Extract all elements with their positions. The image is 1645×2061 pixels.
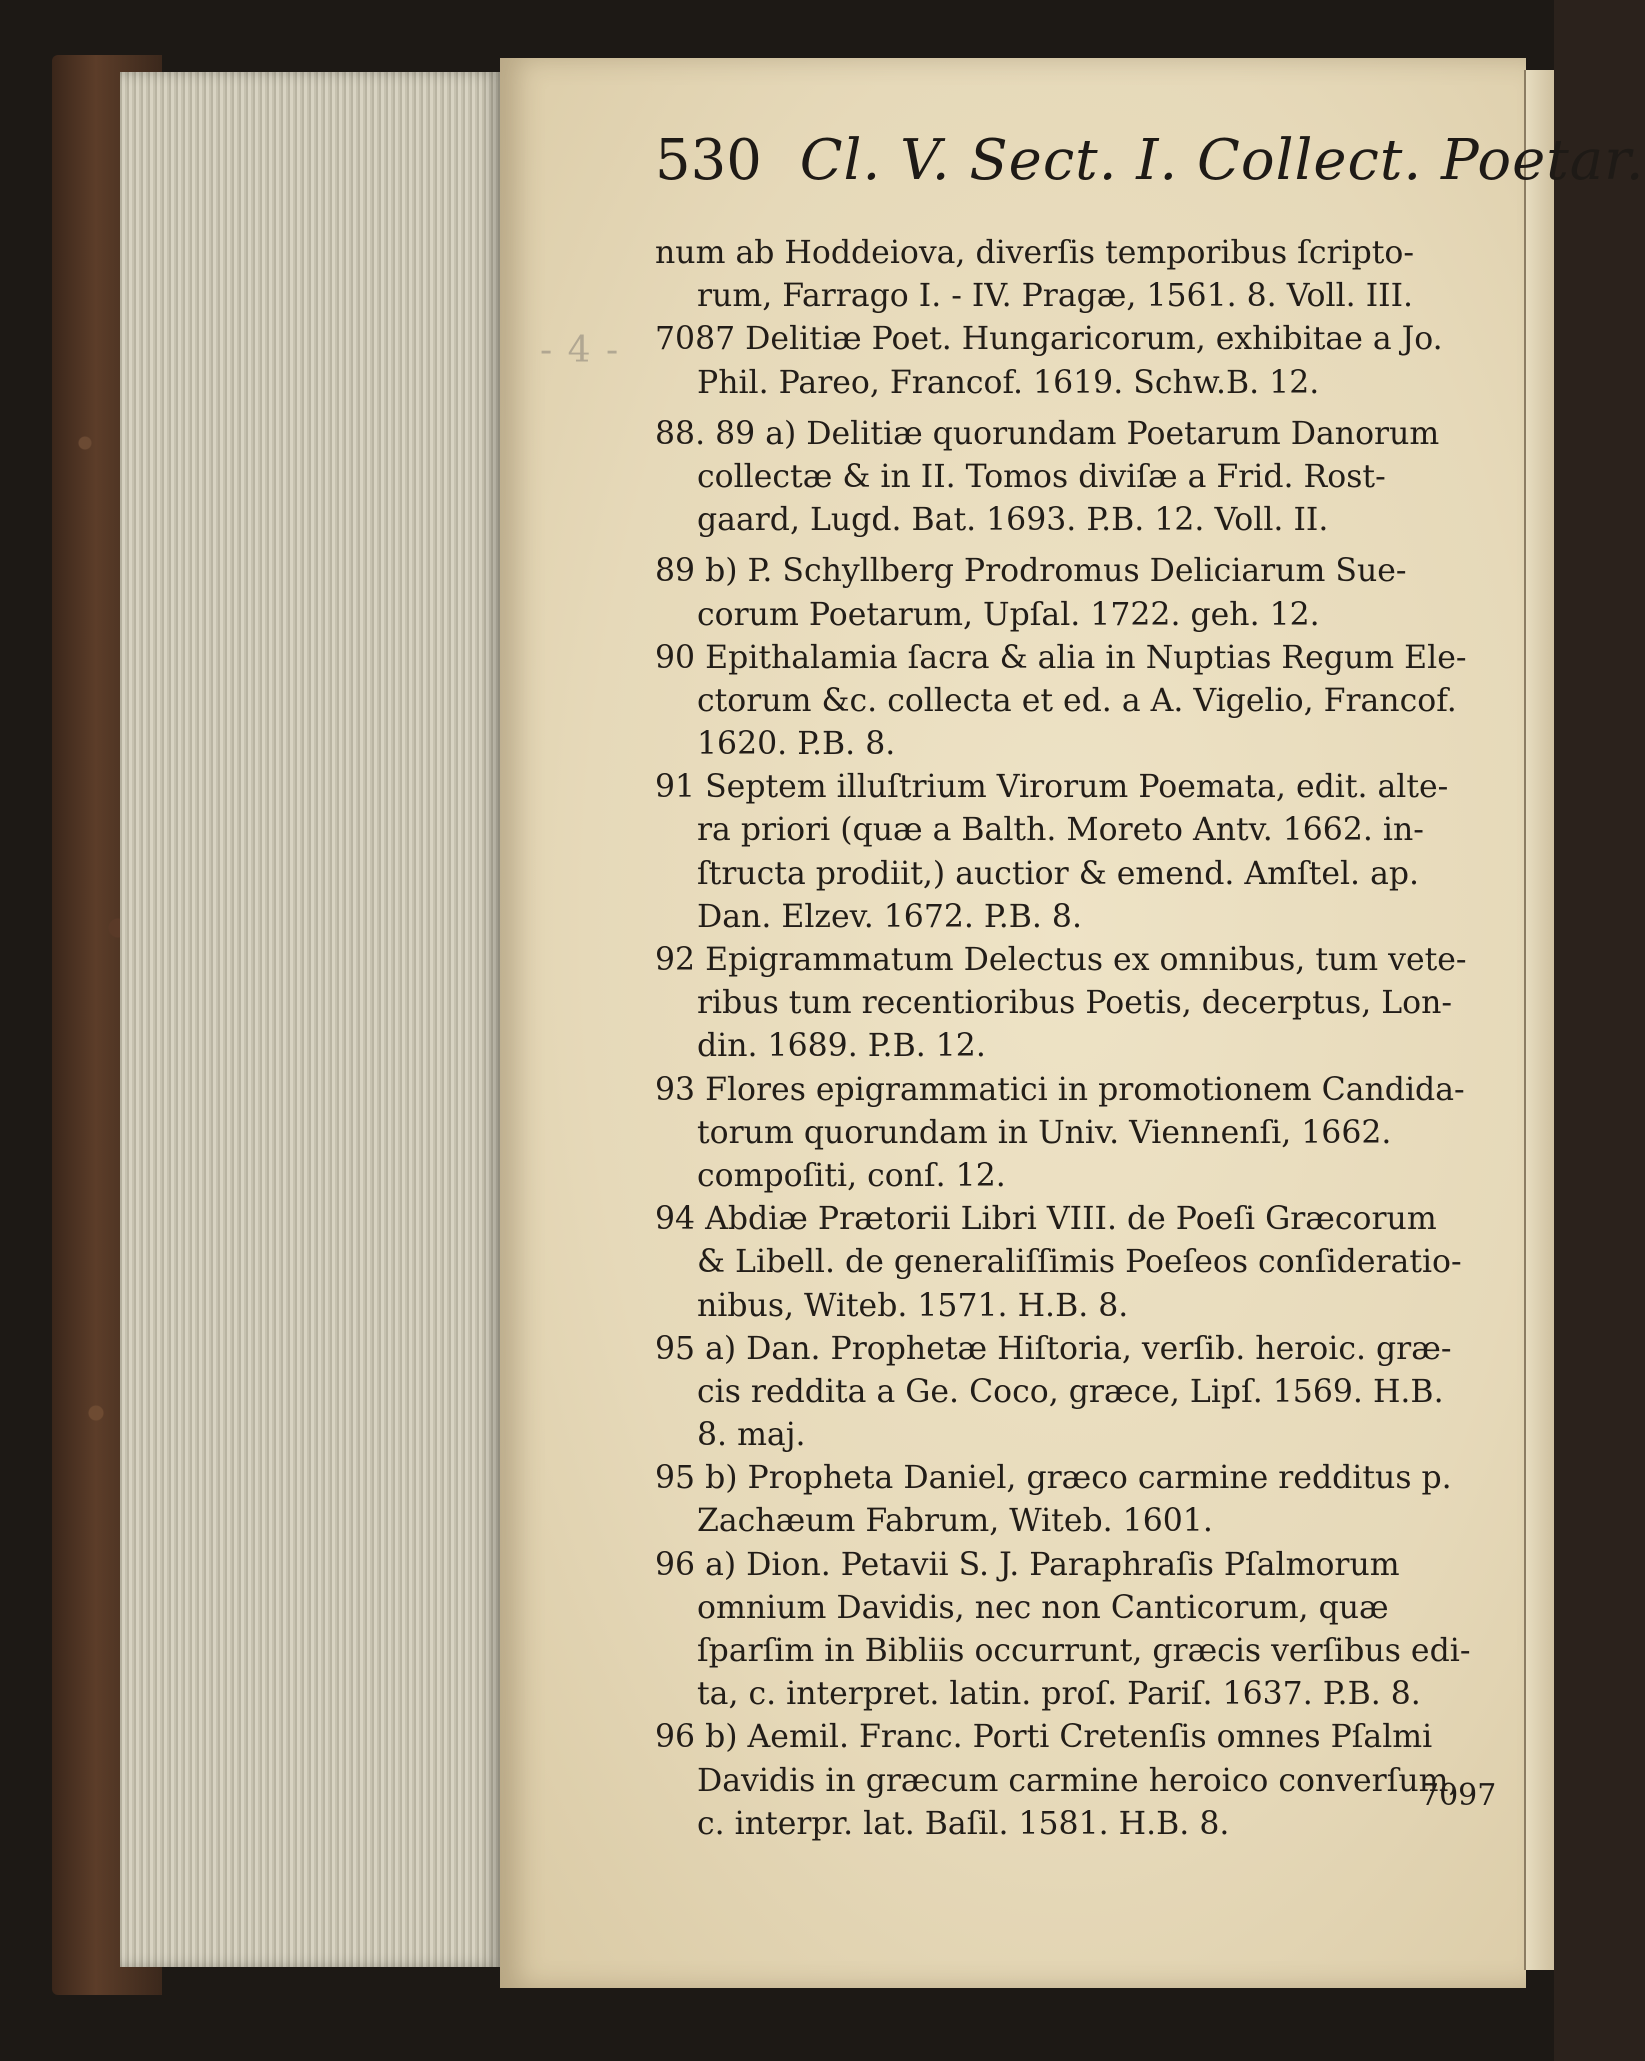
entry-continuation-line: Phil. Pareo, Francof. 1619. Schw.B. 12. xyxy=(697,364,1320,401)
catalog-entry xyxy=(655,1328,1485,1458)
entry-first-line: 95 a) Dan. Prophetæ Hiſtoria, verſib. heroic. græ- xyxy=(655,1330,1452,1367)
entry-continuation-line: ta, c. interpret. latin. proſ. Pariſ. 1637. P.B. 8. xyxy=(697,1676,1421,1713)
entry-continuation-line: Dan. Elzev. 1672. P.B. 8. xyxy=(697,898,1082,935)
catalog-entry xyxy=(655,1457,1485,1543)
entry-first-line: 96 b) Aemil. Franc. Porti Cretenſis omnes Pſalmi xyxy=(655,1719,1433,1756)
entry-continuation-line: ſparſim in Bibliis occurrunt, græcis verſibus edi- xyxy=(697,1633,1471,1669)
running-header xyxy=(655,128,1645,193)
entry-continuation-line: Zachæum Fabrum, Witeb. 1601. xyxy=(697,1503,1213,1540)
entry-continuation-line: c. interpr. lat. Baſil. 1581. H.B. 8. xyxy=(697,1805,1230,1842)
page-edges xyxy=(120,72,500,1967)
catchword: 7097 xyxy=(1420,1778,1497,1813)
entry-continuation-line: compoſiti, conſ. 12. xyxy=(697,1157,1006,1194)
catalog-entry xyxy=(655,1069,1485,1199)
entry-continuation-line: rum, Farrago I. - IV. Pragæ, 1561. 8. Voll. III. xyxy=(697,278,1414,315)
entry-continuation-line: torum quorundam in Univ. Viennenſi, 1662. xyxy=(697,1114,1392,1151)
entry-continuation-line: nibus, Witeb. 1571. H.B. 8. xyxy=(697,1287,1129,1324)
entry-continuation-line: omnium Davidis, nec non Canticorum, quæ xyxy=(697,1589,1389,1626)
catalog-entry xyxy=(655,550,1485,636)
catalog-entry xyxy=(655,637,1485,767)
entry-continuation-line: ribus tum recentioribus Poetis, decerptus, Lon- xyxy=(697,985,1453,1022)
catalog-entry xyxy=(655,232,1485,318)
entry-continuation-line: 8. maj. xyxy=(697,1417,806,1454)
entry-gap xyxy=(655,405,1485,413)
entry-continuation-line: & Libell. de generaliſſimis Poeſeos conſideratio- xyxy=(697,1244,1462,1281)
entry-first-line: 90 Epithalamia ſacra & alia in Nuptias Regum Ele- xyxy=(655,639,1467,676)
entry-first-line: 92 Epigrammatum Delectus ex omnibus, tum vete- xyxy=(655,942,1467,978)
entry-first-line: 95 b) Propheta Daniel, græco carmine redditus p. xyxy=(655,1460,1452,1497)
entry-continuation-line: ſtructa prodiit,) auctior & emend. Amſtel. ap. xyxy=(697,855,1420,892)
entry-continuation-line: Davidis in græcum carmine heroico converſum, xyxy=(697,1762,1459,1799)
entry-first-line: num ab Hoddeiova, diverſis temporibus ſcripto- xyxy=(655,235,1415,271)
entry-continuation-line: 1620. P.B. 8. xyxy=(697,726,896,763)
entry-continuation-line: ctorum &c. collecta et ed. a A. Vigelio, Francof. xyxy=(697,682,1457,719)
entry-first-line: 89 b) P. Schyllberg Prodromus Deliciarum Sue- xyxy=(655,553,1407,590)
catalog-entry xyxy=(655,1716,1485,1846)
entry-continuation-line: din. 1689. P.B. 12. xyxy=(697,1028,986,1065)
margin-handwriting: - 4 - xyxy=(540,330,621,371)
entry-first-line: 94 Abdiæ Prætorii Libri VIII. de Poeſi Græcorum xyxy=(655,1201,1437,1238)
catalog-entry xyxy=(655,413,1485,543)
entry-continuation-line: corum Poetarum, Upſal. 1722. geh. 12. xyxy=(697,596,1320,633)
entry-first-line: 91 Septem illuſtrium Virorum Poemata, edit. alte- xyxy=(655,769,1449,806)
entry-first-line: 7087 Delitiæ Poet. Hungaricorum, exhibitae a Jo. xyxy=(655,321,1443,358)
page-number: 530 xyxy=(655,128,762,193)
header-title: Cl. V. Sect. I. Collect. Poetar. xyxy=(799,128,1645,193)
entry-continuation-line: collectæ & in II. Tomos diviſæ a Frid. Rost- xyxy=(697,458,1386,495)
catalog-entry xyxy=(655,318,1485,404)
entry-first-line: 96 a) Dion. Petavii S. J. Paraphraſis Pſalmorum xyxy=(655,1546,1400,1583)
entry-continuation-line: cis reddita a Ge. Coco, græce, Lipſ. 1569. H.B. xyxy=(697,1373,1444,1410)
entry-gap xyxy=(655,542,1485,550)
entry-first-line: 88. 89 a) Delitiæ quorundam Poetarum Danorum xyxy=(655,415,1440,452)
catalog-entry xyxy=(655,1198,1485,1328)
entry-continuation-line: gaard, Lugd. Bat. 1693. P.B. 12. Voll. II. xyxy=(697,502,1329,539)
catalog-entries xyxy=(655,232,1485,1846)
entry-continuation-line: ra priori (quæ a Balth. Moreto Antv. 1662. in- xyxy=(697,812,1424,849)
catalog-entry xyxy=(655,766,1485,939)
next-page-edge xyxy=(1524,70,1554,1970)
catalog-entry xyxy=(655,939,1485,1069)
entry-first-line: 93 Flores epigrammatici in promotionem Candida- xyxy=(655,1071,1465,1108)
catalog-entry xyxy=(655,1544,1485,1717)
